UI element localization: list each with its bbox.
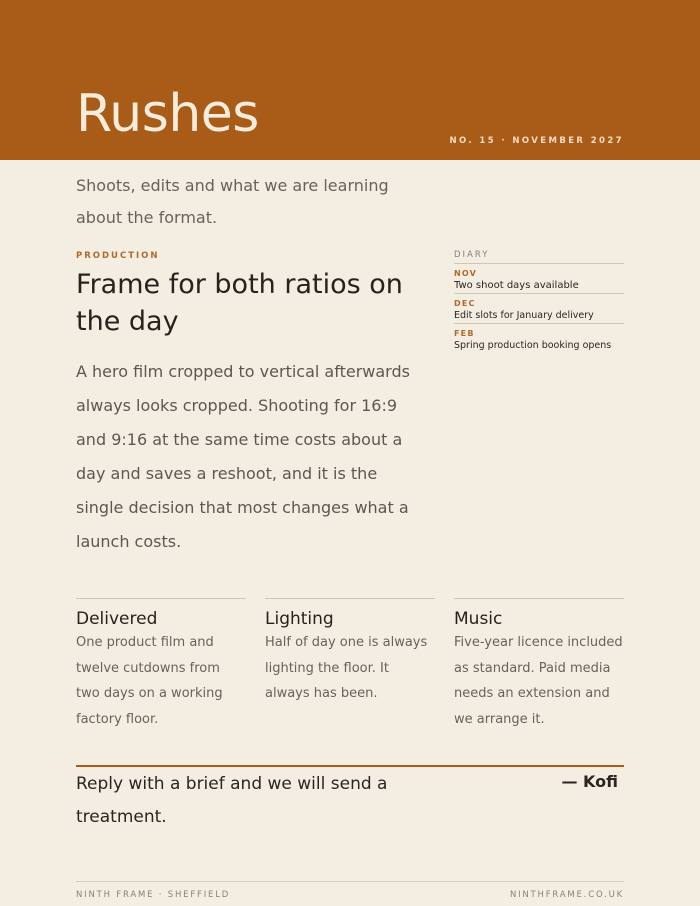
- masthead-title: Rushes: [76, 84, 259, 144]
- diary-sidebar: [454, 250, 624, 353]
- standfirst: Shoots, edits and what we are learning about the format.: [76, 176, 389, 227]
- column-title: Delivered: [76, 609, 158, 629]
- column-text: One product film and twelve cutdowns from two days on a working factory floor.: [76, 635, 223, 727]
- footer-rule: [76, 881, 624, 882]
- issue-line: NO. 15 · NOVEMBER 2027: [449, 136, 624, 146]
- closing-text: Reply with a brief and we will send a treatment.: [76, 774, 388, 827]
- diary-item: [454, 294, 624, 324]
- closing-rule: [76, 765, 624, 767]
- footer-studio: NINTH FRAME · SHEFFIELD: [76, 890, 231, 900]
- diary-label: DIARY: [454, 250, 624, 264]
- column-delivered: [76, 598, 246, 732]
- diary-text: Spring production booking opens: [454, 340, 612, 351]
- article-body: A hero film cropped to vertical afterwards always looks cropped. Shooting for 16:9 and 9:16 at the same time costs about a day and saves a reshoot, and it is the single decision that most changes what a launch costs.: [76, 362, 410, 551]
- diary-month: DEC: [454, 299, 476, 308]
- footer-website-link[interactable]: NINTHFRAME.CO.UK: [509, 890, 624, 900]
- diary-month: NOV: [454, 269, 478, 278]
- column-title: Music: [454, 609, 503, 629]
- column-text: Five-year licence included as standard. Paid media needs an extension and we arrange it.: [454, 635, 623, 727]
- diary-month: FEB: [454, 329, 475, 338]
- masthead-banner: [0, 0, 700, 160]
- diary-text: Two shoot days available: [454, 280, 579, 291]
- column-music: [454, 598, 624, 732]
- article-kicker: PRODUCTION: [76, 251, 160, 261]
- column-lighting: [265, 598, 435, 707]
- column-text: Half of day one is always lighting the floor. It always has been.: [265, 635, 428, 701]
- article-headline: Frame for both ratios on the day: [76, 269, 403, 337]
- diary-item: [454, 264, 624, 294]
- diary-item: [454, 324, 624, 353]
- signoff: — Kofi: [561, 772, 618, 791]
- diary-text: Edit slots for January delivery: [454, 310, 594, 321]
- column-title: Lighting: [265, 609, 334, 629]
